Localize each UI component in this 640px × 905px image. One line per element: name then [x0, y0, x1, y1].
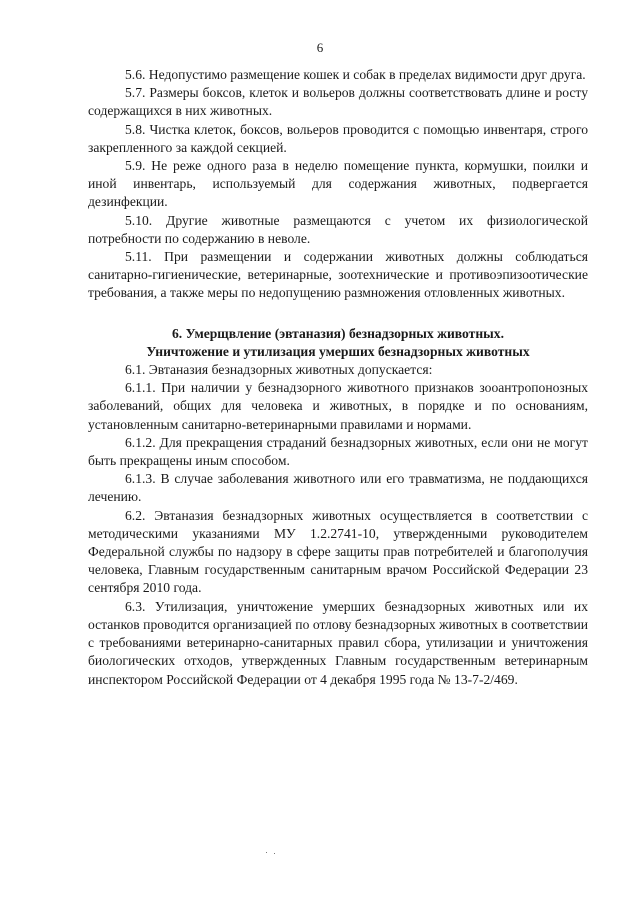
paragraph-5-8: 5.8. Чистка клеток, боксов, вольеров проводится с помощью инвентаря, строго закрепленного за каждой секцией. — [88, 121, 588, 155]
paragraph-5-6: 5.6. Недопустимо размещение кошек и собак в пределах видимости друг друга. — [125, 67, 586, 82]
paragraph-5-9: 5.9. Не реже одного раза в неделю помещение пункта, кормушки, поилки и иной инвентарь, используемый для содержания животных, подвергается дезинфекции. — [88, 158, 588, 210]
section-heading-line-1: 6. Умерщвление (эвтаназия) безнадзорных животных. — [172, 325, 504, 341]
paragraph-6-1-3: 6.1.3. В случае заболевания животного или его травматизма, не поддающихся лечению. — [88, 471, 588, 505]
document-body — [88, 66, 588, 689]
paragraph-5-10: 5.10. Другие животные размещаются с учетом их физиологической потребности по содержанию в неволе. — [88, 212, 588, 246]
scan-speck — [266, 852, 276, 854]
paragraph-6-3: 6.3. Утилизация, уничтожение умерших безнадзорных животных или их останков проводится организацией по отлову безнадзорных животных в соответствии с требованиями ветеринарно-санитарных правил сбора, утилизации и уничтожения биологических отходов, утвержденных Главным государственным ветеринарным инспектором Российской Федерации от 4 декабря 1995 года № 13-7-2/469. — [88, 598, 588, 687]
paragraph-6-1-2: 6.1.2. Для прекращения страданий безнадзорных животных, если они не могут быть прекращены иным способом. — [88, 434, 588, 469]
page-number: 6 — [316, 40, 324, 55]
paragraph-5-7: 5.7. Размеры боксов, клеток и вольеров должны соответствовать длине и росту содержащихся в них животных. — [88, 85, 588, 119]
paragraph-5-11: 5.11. При размещении и содержании животных должны соблюдаться санитарно-гигиенические, ветеринарные, зоотехнические и противоэпизоотические требования, а также меры по недопущению размножения отловленных животных. — [88, 249, 588, 301]
paragraph-6-1-1: 6.1.1. При наличии у безнадзорного животного признаков зооантропонозных заболеваний, общих для человека и животных, в порядке и по основаниям, установленным санитарно-ветеринарными правилами и нормами. — [88, 380, 588, 432]
paragraph-6-1: 6.1. Эвтаназия безнадзорных животных допускается: — [125, 362, 433, 378]
section-heading-line-2: Уничтожение и утилизация умерших безнадзорных животных — [146, 343, 530, 359]
paragraph-6-2: 6.2. Эвтаназия безнадзорных животных осуществляется в соответствии с методическими указаниями МУ 1.2.2741-10, утвержденными руководителем Федеральной службы по надзору в сфере защиты прав потребителей и благополучия человека, Главным государственным санитарным врачом Российской Федерации 23 сентября 2010 года. — [88, 507, 588, 596]
